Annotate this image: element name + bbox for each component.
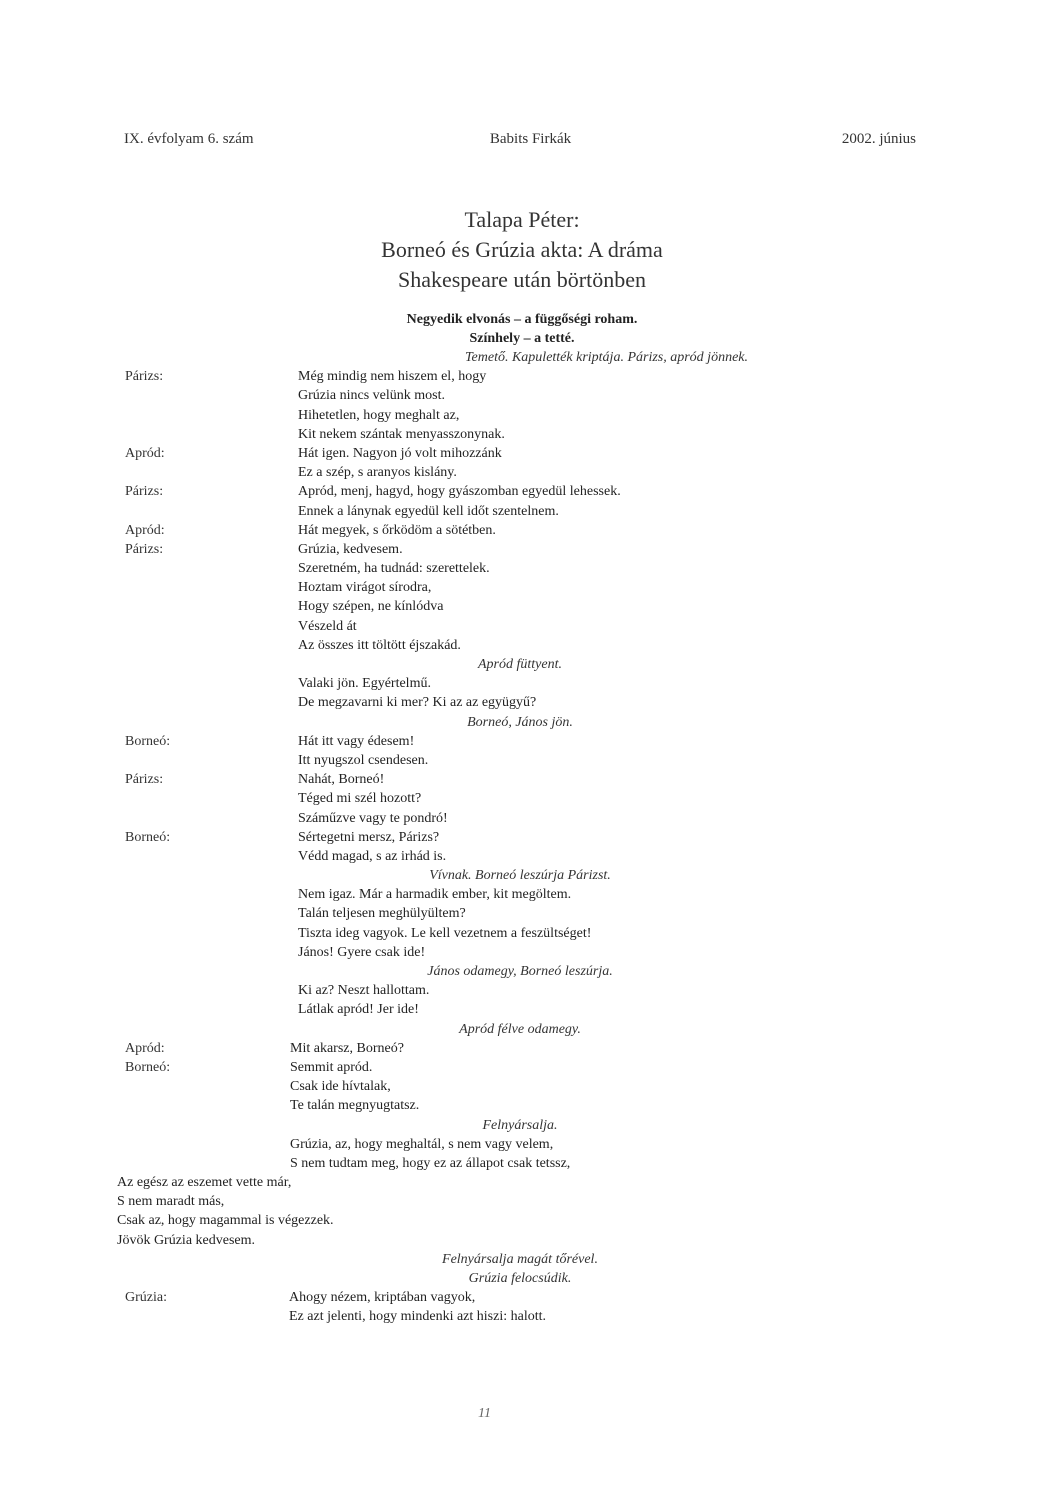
header-publication: Babits Firkák [489,131,572,147]
dialogue-line [0,770,1061,789]
dialogue-line [0,1173,1061,1192]
header-date: 2002. június [841,131,916,147]
dialogue-text: Látlak apród! Jer ide! [298,1002,419,1018]
dialogue-line [0,482,1061,501]
speaker-name: Borneó: [125,829,171,845]
dialogue-text: Sértegetni mersz, Párizs? [298,829,440,845]
dialogue-text: Jövök Grúzia kedvesem. [117,1232,256,1248]
dialogue-line [0,809,1061,828]
script-body [0,348,1061,1327]
dialogue-text: János! Gyere csak ide! [298,944,426,960]
stage-direction-text: Vívnak. Borneó leszúrja Párizst. [429,868,611,884]
dialogue-line [0,943,1061,962]
dialogue-text: Vészeld át [298,618,357,634]
dialogue-line [0,540,1061,559]
dialogue-text: Talán teljesen meghülyültem? [298,906,466,922]
stage-direction [0,1020,1061,1039]
dialogue-line [0,1000,1061,1019]
dialogue-text: Még mindig nem hiszem el, hogy [298,369,487,385]
dialogue-line [0,636,1061,655]
dialogue-line [0,463,1061,482]
page-number: 11 [478,1406,491,1421]
dialogue-text: Téged mi szél hozott? [298,791,422,807]
stage-direction-text: Borneó, János jön. [467,714,573,730]
dialogue-text: Az összes itt töltött éjszakád. [298,637,461,653]
dialogue-text: Csak ide hívtalak, [290,1079,391,1095]
dialogue-line [0,559,1061,578]
dialogue-line [0,444,1061,463]
dialogue-line [0,1288,1061,1307]
stage-direction-text: Apród füttyent. [478,657,562,672]
dialogue-text: Hihetetlen, hogy meghalt az, [298,407,460,423]
stage-direction-text: Apród félve odamegy. [459,1021,581,1037]
title-author: Talapa Péter: [464,207,580,232]
title-line-2: Shakespeare után börtönben [397,267,647,292]
dialogue-line [0,904,1061,923]
dialogue-text: Hogy szépen, ne kínlódva [298,599,444,615]
stage-direction [0,962,1061,981]
speaker-name: Apród: [125,445,165,461]
stage-direction [0,866,1061,885]
dialogue-text: Ki az? Neszt hallottam. [298,983,430,999]
speaker-name: Párizs: [125,772,164,788]
dialogue-line [0,521,1061,540]
dialogue-text: Védd magad, s az irhád is. [298,848,447,864]
speaker-name: Párizs: [125,541,164,557]
dialogue-text: S nem tudtam meg, hogy ez az állapot csak tetssz, [290,1155,571,1171]
header-issue: IX. évfolyam 6. szám [124,131,254,147]
dialogue-text: Nahát, Borneó! [298,772,385,788]
speaker-name: Borneó: [125,1059,171,1075]
dialogue-text: Grúzia, az, hogy meghaltál, s nem vagy velem, [290,1136,554,1152]
dialogue-line [0,885,1061,904]
dialogue-line [0,828,1061,847]
dialogue-line [0,732,1061,751]
stage-direction [0,1269,1061,1288]
speaker-name: Grúzia: [125,1290,167,1306]
dialogue-line [0,1231,1061,1250]
dialogue-text: Ahogy nézem, kriptában vagyok, [289,1290,476,1306]
dialogue-line [0,1096,1061,1115]
dialogue-line [0,367,1061,386]
dialogue-text: Szeretném, ha tudnád: szerettelek. [298,561,490,577]
dialogue-text: Ez a szép, s aranyos kislány. [298,465,457,481]
dialogue-text: Grúzia, kedvesem. [298,541,403,557]
dialogue-text: Hát itt vagy édesem! [298,733,415,749]
dialogue-text: Valaki jön. Egyértelmű. [298,676,431,692]
stage-direction-text: János odamegy, Borneó leszúrja. [427,964,613,979]
dialogue-text: Hát megyek, s őrködöm a sötétben. [298,522,496,538]
dialogue-text: Mit akarsz, Borneó? [290,1040,404,1056]
dialogue-text: Ennek a lánynak egyedül kell időt szentelnem. [298,503,559,519]
dialogue-line [0,1154,1061,1173]
dialogue-line [0,674,1061,693]
dialogue-line [0,617,1061,636]
dialogue-text: Semmit apród. [290,1059,373,1075]
dialogue-text: Csak az, hogy magammal is végezzek. [117,1213,334,1229]
stage-direction [0,655,1061,674]
stage-direction-text: Felnyársalja. [482,1117,558,1133]
dialogue-line [0,386,1061,405]
dialogue-line [0,789,1061,808]
dialogue-text: Kit nekem szántak menyasszonynak. [298,426,505,442]
dialogue-line [0,502,1061,521]
dialogue-text: Itt nyugszol csendesen. [298,752,429,768]
dialogue-line [0,981,1061,1000]
dialogue-text: Tiszta ideg vagyok. Le kell vezetnem a feszültséget! [298,925,592,941]
dialogue-text: De megzavarni ki mer? Ki az az együgyű? [298,695,537,711]
subtitle-scene: Színhely – a tetté. [469,331,575,346]
stage-direction-text: Temető. Kapulették kriptája. Párizs, apród jönnek. [465,350,748,365]
dialogue-text: Az egész az eszemet vette már, [117,1175,292,1191]
dialogue-line [0,1211,1061,1230]
dialogue-line [0,1307,1061,1326]
stage-direction-text: Felnyársalja magát tőrével. [442,1251,598,1267]
dialogue-line [0,1077,1061,1096]
dialogue-text: Ez azt jelenti, hogy mindenki azt hiszi: halott. [289,1309,546,1325]
dialogue-line [0,1039,1061,1058]
speaker-name: Apród: [125,522,165,538]
title-line-1: Borneó és Grúzia akta: A dráma [381,237,663,262]
dialogue-text: Te talán megnyugtatsz. [290,1098,420,1114]
dialogue-line [0,693,1061,712]
dialogue-text: Hoztam virágot sírodra, [298,580,432,596]
dialogue-text: Száműzve vagy te pondró! [298,810,448,826]
speaker-name: Párizs: [125,369,164,385]
subtitle-act: Negyedik elvonás – a függőségi roham. [406,312,638,327]
dialogue-line [0,1058,1061,1077]
speaker-name: Párizs: [125,484,164,500]
dialogue-line [0,406,1061,425]
stage-direction [0,1250,1061,1269]
dialogue-line [0,751,1061,770]
dialogue-line [0,597,1061,616]
dialogue-line [0,1192,1061,1211]
stage-direction [0,348,1061,367]
dialogue-line [0,1135,1061,1154]
stage-direction-text: Grúzia felocsúdik. [468,1271,572,1286]
dialogue-line [0,425,1061,444]
stage-direction [0,1116,1061,1135]
dialogue-line [0,924,1061,943]
dialogue-line [0,578,1061,597]
dialogue-text: S nem maradt más, [117,1194,225,1210]
subtitle-block [300,310,744,348]
title-block [300,205,744,295]
dialogue-text: Apród, menj, hagyd, hogy gyászomban egyedül lehessek. [298,484,621,500]
dialogue-text: Nem igaz. Már a harmadik ember, kit megöltem. [298,887,572,903]
stage-direction [0,713,1061,732]
speaker-name: Apród: [125,1040,165,1056]
dialogue-text: Grúzia nincs velünk most. [298,388,445,404]
dialogue-line [0,847,1061,866]
dialogue-text: Hát igen. Nagyon jó volt mihozzánk [298,445,502,461]
speaker-name: Borneó: [125,733,171,749]
